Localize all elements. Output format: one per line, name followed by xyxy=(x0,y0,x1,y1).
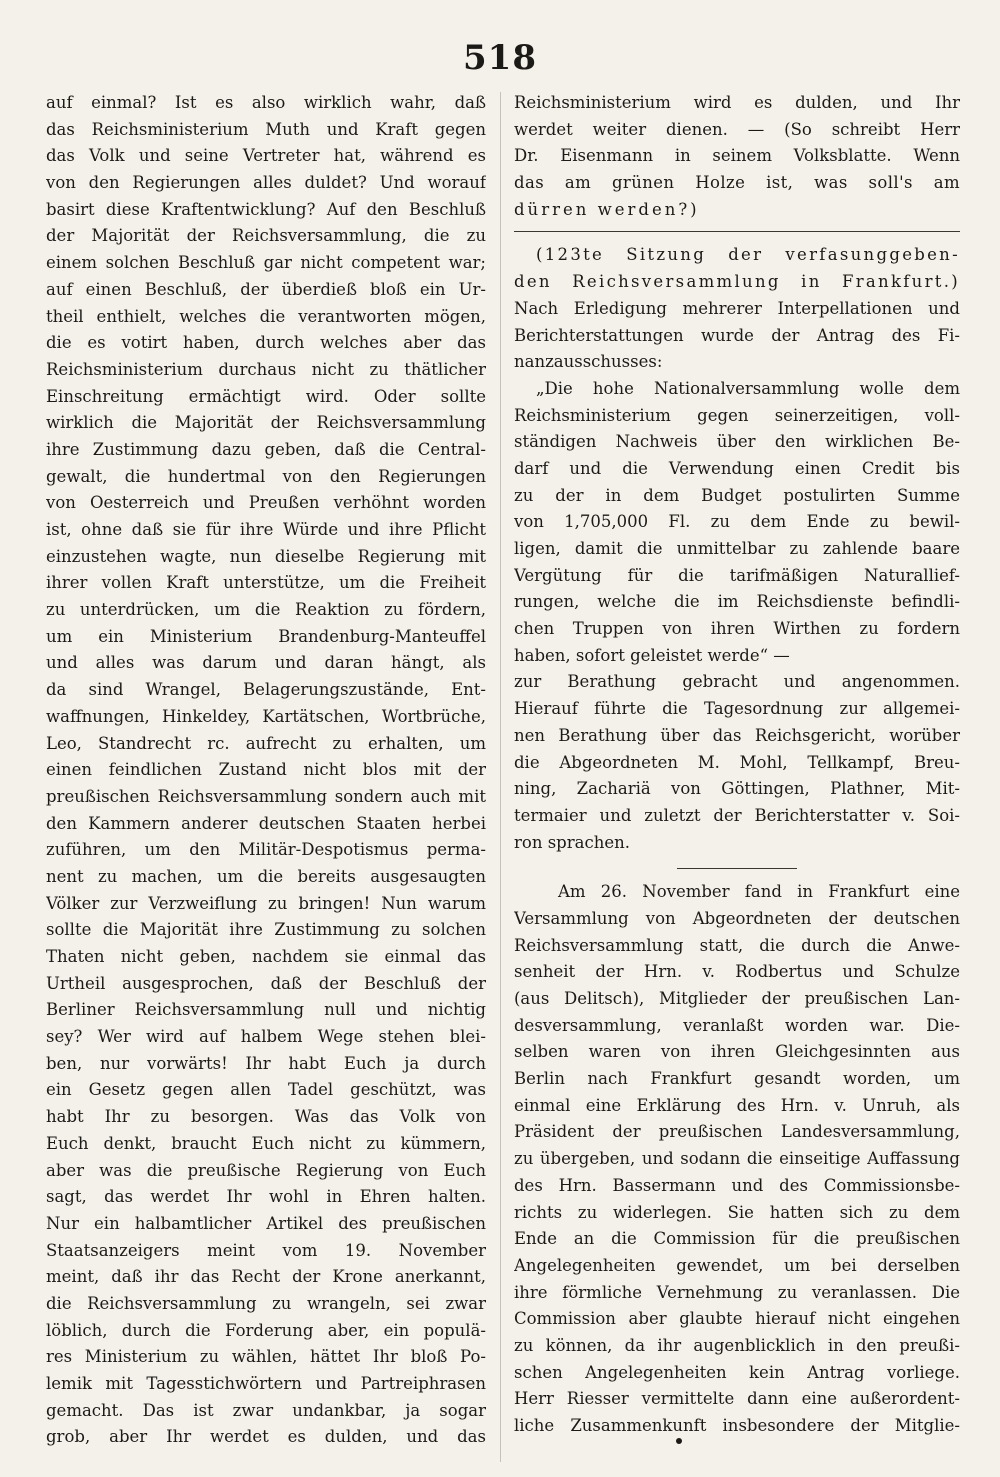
text-line: Versammlung von Abgeordneten der deutschen xyxy=(514,908,960,928)
short-rule xyxy=(677,868,797,869)
text-line: Reichsministerium durchaus nicht zu thätlicher xyxy=(46,359,486,379)
text-line: dürren werden?) xyxy=(514,199,700,219)
text-line: sollte die Majorität ihre Zustimmung zu solchen xyxy=(46,920,486,940)
text-line: Herr Riesser vermittelte dann eine außerordent- xyxy=(514,1389,960,1409)
text-line: ron sprachen. xyxy=(514,832,630,852)
text-line: Urtheil ausgesprochen, daß der Beschluß der xyxy=(46,973,486,993)
text-line: Commission aber glaubte hierauf nicht eingehen xyxy=(514,1309,960,1329)
text-line: ist, ohne daß sie für ihre Würde und ihre Pflicht xyxy=(46,520,486,539)
text-line: des Hrn. Bassermann und des Commissionsbe- xyxy=(514,1175,960,1195)
text-line: (aus Delitsch), Mitglieder der preußischen Lan- xyxy=(514,989,960,1008)
text-line: liche Zusammenkunft insbesondere der Mitglie- xyxy=(514,1416,960,1435)
text-line: Reichsversammlung statt, die durch die Anwe- xyxy=(514,935,960,955)
text-line: zu der in dem Budget postulirten Summe xyxy=(514,485,960,505)
text-line: chen Truppen von ihren Wirthen zu fordern xyxy=(514,619,960,639)
text-line: werdet weiter dienen. — (So schreibt Herr xyxy=(514,119,960,139)
session-heading xyxy=(514,242,960,295)
text-line: ligen, damit die unmittelbar zu zahlende baare xyxy=(514,539,960,558)
text-line: termaier und zuletzt der Berichterstatter v. Soi- xyxy=(514,805,960,825)
text-line: Präsident der preußischen Landesversammlung, xyxy=(514,1122,960,1142)
text-line: auf einen Beschluß, der überdieß bloß ein Ur- xyxy=(46,279,486,299)
text-line: das am grünen Holze ist, was soll's am xyxy=(514,173,960,193)
text-line: ein Gesetz gegen allen Tadel geschützt, was xyxy=(46,1080,486,1100)
left-column-text xyxy=(46,90,486,1451)
text-line: gemacht. Das ist zwar undankbar, ja sogar xyxy=(46,1400,486,1420)
text-line: ihre förmliche Vernehmung zu veranlassen. Die xyxy=(514,1282,960,1302)
text-line: Am 26. November fand in Frankfurt eine xyxy=(558,882,960,902)
right-column xyxy=(514,90,960,1440)
text-line: habt Ihr zu besorgen. Was das Volk von xyxy=(46,1107,486,1127)
text-line: die Reichsversammlung zu wrangeln, sei zwar xyxy=(46,1293,486,1313)
text-line: Staatsanzeigers meint vom 19. November xyxy=(46,1240,486,1260)
text-line: Nur ein halbamtlicher Artikel des preußischen xyxy=(46,1213,486,1233)
text-line: einmal eine Erklärung des Hrn. v. Unruh, als xyxy=(514,1095,960,1115)
text-line: Hierauf führte die Tagesordnung zur allgemei- xyxy=(514,699,960,719)
text-line: den Kammern anderer deutschen Staaten herbei xyxy=(46,813,486,833)
text-line: einzustehen wagte, nun dieselbe Regierung mit xyxy=(46,546,486,566)
text-line: preußischen Reichsversammlung sondern auch mit xyxy=(46,786,486,806)
text-line: den Reichsversammlung in Frankfurt.) xyxy=(514,272,960,292)
text-line: desversammlung, veranlaßt worden war. Die- xyxy=(514,1015,960,1035)
text-line: von Oesterreich und Preußen verhöhnt worden xyxy=(46,493,486,513)
text-line: wirklich die Majorität der Reichsversammlung xyxy=(46,413,486,433)
text-line: sagt, das werdet Ihr wohl in Ehren halten. xyxy=(46,1187,486,1207)
text-line: (123te Sitzung der verfasunggeben- xyxy=(536,245,960,265)
text-line: löblich, durch die Forderung aber, ein populä- xyxy=(46,1320,486,1340)
text-line: ihrer vollen Kraft unterstütze, um die Freiheit xyxy=(46,573,486,593)
text-line: einem solchen Beschluß gar nicht competent war; xyxy=(46,253,486,273)
text-line: das Volk und seine Vertreter hat, während es xyxy=(46,146,486,166)
text-line: Dr. Eisenmann in seinem Volksblatte. Wenn xyxy=(514,146,960,166)
session-report xyxy=(514,296,960,376)
text-line: zu können, da ihr augenblicklich in den preußi- xyxy=(514,1335,960,1355)
text-line: der Majorität der Reichsversammlung, die zu xyxy=(46,226,486,246)
left-column xyxy=(46,90,486,1451)
text-line: die es votirt haben, durch welches aber das xyxy=(46,333,486,353)
text-line: und alles was darum und daran hängt, als xyxy=(46,653,486,673)
editorial-continuation xyxy=(514,90,960,223)
text-line: die Abgeordneten M. Mohl, Tellkampf, Breu- xyxy=(514,752,960,772)
text-line: einen feindlichen Zustand nicht blos mit der xyxy=(46,760,486,780)
text-line: ning, Zachariä von Göttingen, Plathner, Mit- xyxy=(514,779,960,799)
motion-quote xyxy=(514,376,960,670)
text-line: ihre Zustimmung dazu geben, daß die Central- xyxy=(46,439,486,459)
text-line: da sind Wrangel, Belagerungszustände, Ent- xyxy=(46,680,486,700)
text-line: Berliner Reichsversammlung null und nichtig xyxy=(46,1000,486,1020)
text-line: von den Regierungen alles duldet? Und worauf xyxy=(46,173,486,193)
section-rule xyxy=(514,231,960,232)
text-line: sey? Wer wird auf halbem Wege stehen blei- xyxy=(46,1027,486,1047)
text-line: grob, aber Ihr werdet es dulden, und das xyxy=(46,1427,486,1447)
page-dot-mark xyxy=(676,1438,682,1444)
text-line: gewalt, die hundertmal von den Regierungen xyxy=(46,466,486,486)
text-line: nen Berathung über das Reichsgericht, worüber xyxy=(514,725,960,745)
text-line: Vergütung für die tarifmäßigen Naturallief- xyxy=(514,565,960,585)
text-line: Nach Erledigung mehrerer Interpellationen und xyxy=(514,298,960,318)
text-line: zu unterdrücken, um die Reaktion zu fördern, xyxy=(46,600,486,620)
text-line: nanzausschusses: xyxy=(514,352,663,372)
text-line: zur Berathung gebracht und angenommen. xyxy=(514,672,960,692)
text-line: Reichsministerium gegen seinerzeitigen, voll- xyxy=(514,405,960,425)
text-line: das Reichsministerium Muth und Kraft gegen xyxy=(46,119,486,139)
text-line: Ende an die Commission für die preußischen xyxy=(514,1229,960,1249)
text-line: Euch denkt, braucht Euch nicht zu kümmern, xyxy=(46,1133,486,1153)
text-line: Berichterstattungen wurde der Antrag des Fi- xyxy=(514,325,960,345)
column-divider xyxy=(500,92,501,1462)
text-line: res Ministerium zu wählen, hättet Ihr bloß Po- xyxy=(46,1347,486,1367)
text-line: richts zu widerlegen. Sie hatten sich zu dem xyxy=(514,1202,960,1222)
text-line: waffnungen, Hinkeldey, Kartätschen, Wortbrüche, xyxy=(46,706,486,726)
page-number: 518 xyxy=(463,38,537,78)
text-line: rungen, welche die im Reichsdienste befindli- xyxy=(514,592,960,612)
text-line: auf einmal? Ist es also wirklich wahr, daß xyxy=(46,93,486,112)
text-line: schen Angelegenheiten kein Antrag vorliege. xyxy=(514,1362,960,1382)
text-line: ständigen Nachweis über den wirklichen Be- xyxy=(514,432,960,452)
news-paragraph xyxy=(514,879,960,1439)
text-line: selben waren von ihren Gleichgesinnten aus xyxy=(514,1042,960,1062)
text-line: basirt diese Kraftentwicklung? Auf den Beschluß xyxy=(46,199,486,219)
text-line: Leo, Standrecht rc. aufrecht zu erhalten, um xyxy=(46,733,486,753)
text-line: haben, sofort geleistet werde“ — xyxy=(514,645,790,665)
text-line: darf und die Verwendung einen Credit bis xyxy=(514,458,960,478)
text-line: zu übergeben, und sodann die einseitige Auffassung xyxy=(514,1149,960,1169)
text-line: meint, daß ihr das Recht der Krone anerkannt, xyxy=(46,1267,486,1287)
text-line: Angelegenheiten gewendet, um bei derselben xyxy=(514,1255,960,1275)
text-line: von 1,705,000 Fl. zu dem Ende zu bewil- xyxy=(514,512,960,532)
text-line: „Die hohe Nationalversammlung wolle dem xyxy=(536,378,960,398)
text-line: aber was die preußische Regierung von Euch xyxy=(46,1160,486,1180)
text-line: senheit der Hrn. v. Rodbertus und Schulze xyxy=(514,962,960,982)
text-line: ben, nur vorwärts! Ihr habt Euch ja durch xyxy=(46,1053,486,1073)
text-line: zuführen, um den Militär-Despotismus perma- xyxy=(46,840,486,860)
text-line: Reichsministerium wird es dulden, und Ihr xyxy=(514,93,960,112)
text-line: nent zu machen, um die bereits ausgesaugten xyxy=(46,866,486,886)
text-line: Berlin nach Frankfurt gesandt worden, um xyxy=(514,1069,960,1089)
text-line: Einschreitung ermächtigt wird. Oder sollte xyxy=(46,386,486,406)
text-line: Thaten nicht geben, nachdem sie einmal das xyxy=(46,947,486,966)
text-line: theil enthielt, welches die verantworten mögen, xyxy=(46,306,486,326)
session-outcome xyxy=(514,669,960,856)
text-line: lemik mit Tagesstichwörtern und Partreiphrasen xyxy=(46,1374,486,1393)
text-line: Völker zur Verzweiflung zu bringen! Nun warum xyxy=(46,893,486,913)
text-line: um ein Ministerium Brandenburg-Manteuffel xyxy=(46,626,486,646)
